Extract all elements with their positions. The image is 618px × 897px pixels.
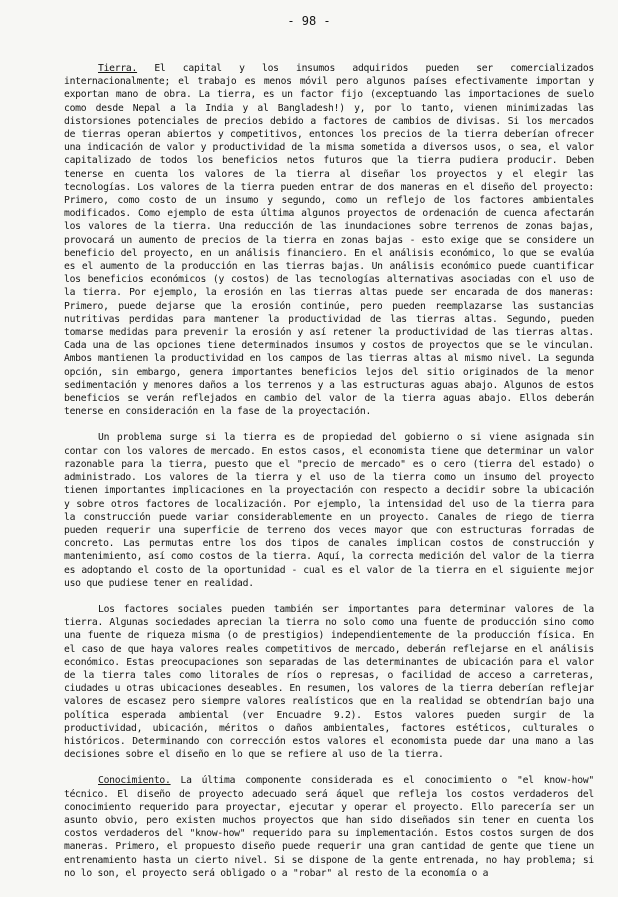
paragraph-factores-sociales [64, 603, 594, 761]
paragraph-text: Los factores sociales pueden también ser importantes para determinar valores de la tierra. Algunas sociedades aprecian la tierra no solo como una fuente de producción sino como una fuente de riqueza misma (o de prestigios) independientemente de la producción física. En el caso de que haya valores reales competitivos de mercado, deberán reflejarse en el análisis económico. Estas preocupaciones son separadas de las determinantes de ubicación para el valor de la tierra tales como litorales de ríos o represas, o facilidad de acceso a carreteras, ciudades u otras ubicaciones deseables. En resumen, los valores de la tierra deberían reflejar valores de escasez pero siempre valores realísticos que en la realidad se obtendrían bajo una política esperada ambiental (ver Encuadre 9.2). Estos valores pueden surgir de la productividad, ubicación, méritos o daños ambientales, factores estéticos, culturales o históricos. Determinando con corrección estos valores el economista puede dar una mano a las decisiones sobre el diseño en lo que se refiere al uso de la tierra. [64, 603, 594, 761]
paragraph-gobierno [64, 431, 594, 589]
paragraph-text: El capital y los insumos adquiridos pueden ser comercializados internacionalmente; el trabajo es menos móvil pero algunos países efectivamente importan y exportan mano de obra. La tierra, es un factor fijo (exceptuando las importaciones de suelo como desde Nepal a la India y al Bangladesh!) y, por lo tanto, vienen minimizadas las distorsiones potenciales de precios debido a factores de cambios de divisas. Si los mercados de tierras operan abiertos y competitivos, entonces los precios de la tierra deberían ofrecer una indicación de valor y productividad de la misma sometida a diversos usos, o sea, el valor capitalizado de todos los beneficios netos futuros que la tierra pudiera producir. Deben tenerse en cuenta los valores de la tierra al diseñar los proyectos y el elegir las tecnologías. Los valores de la tierra pueden entrar de dos maneras en el diseño del proyecto: Primero, como costo de un insumo y segundo, como un reflejo de los factores ambientales modificados. Como ejemplo de esta última algunos proyectos de ordenación de cuenca afectarán los valores de la tierra. Una reducción de las inundaciones sobre terrenos de zonas bajas, provocará un aumento de precios de la tierra en zonas bajas - esto exige que se considere un beneficio del proyecto, en un análisis financiero. En el análisis económico, lo que se evalúa es el aumento de la producción en las tierras bajas. Un análisis económico puede cuantificar los beneficios económicos (y costos) de las tecnologías alternativas asociadas con el uso de la tierra. Por ejemplo, la erosión en las tierras altas puede ser encarada de dos maneras: Primero, puede dejarse que la erosión continúe, pero pueden reemplazarse las sustancias nutritivas perdidas para mantener la productividad de las tierras altas. Segundo, pueden tomarse medidas para prevenir la erosión y así retener la productividad de las tierras altas. Cada una de las opciones tiene determinados insumos y costos de proyectos que se le vinculan. Ambos mantienen la productividad en los campos de las tierras altas al mismo nivel. La segunda opción, sin embargo, genera importantes beneficios lejos del sitio originados de la menor sedimentación y menores daños a los terrenos y a las estructuras aguas abajo. Algunos de estos beneficios se verán reflejados en cambio del valor de la tierra aguas abajo. Ellos deberán tenerse en consideración en la fase de la proyectación. [64, 63, 594, 418]
paragraph-tierra [64, 62, 594, 418]
paragraph-conocimiento [64, 774, 594, 880]
paragraph-text: Un problema surge si la tierra es de propiedad del gobierno o si viene asignada sin contar con los valores de mercado. En estos casos, el economista tiene que determinar un valor razonable para la tierra, puesto que el "precio de mercado" es o cero (tierra del estado) o administrado. Los valores de la tierra y el uso de la tierra como un insumo del proyecto tienen importantes implicaciones en la proyectación con respecto a decidir sobre la ubicación y sobre otros factores de localización. Por ejemplo, la intensidad del uso de la tierra para la construcción puede variar considerablemente en un proyecto. Canales de riego de tierra pueden requerir una superficie de terreno dos veces mayor que con estructuras forradas de concreto. Las permutas entre los dos tipos de canales implican costos de construcción y mantenimiento, así como costos de la tierra. Aquí, la correcta medición del valor de la tierra es adoptando el costo de la oportunidad - cual es el valor de la tierra en el siguiente mejor uso que pudiese tener en realidad. [64, 432, 594, 589]
section-heading-tierra: Tierra. [98, 63, 138, 74]
section-heading-conocimiento: Conocimiento. [98, 775, 171, 787]
document-body [64, 62, 594, 880]
page-number: - 98 - [287, 14, 331, 28]
paragraph-text: La última componente considerada es el conocimiento o "el know-how" técnico. El diseño de proyecto adecuado será áquel que refleja los costos verdaderos del conocimiento requerido para proyectar, ejecutar y operar el proyecto. Ello parecería ser un asunto obvio, pero existen muchos proyectos que han sido diseñados sin tener en cuenta los costos verdaderos del "know-how" requerido para su implementación. Estos costos surgen de dos maneras. Primero, el propuesto diseño puede requerir una gran cantidad de gente que tiene un entrenamiento hasta un cierto nivel. Si se dispone de la gente entrenada, no hay problema; si no lo son, el proyecto será obligado o a "robar" al resto de la economía o a [64, 775, 594, 879]
